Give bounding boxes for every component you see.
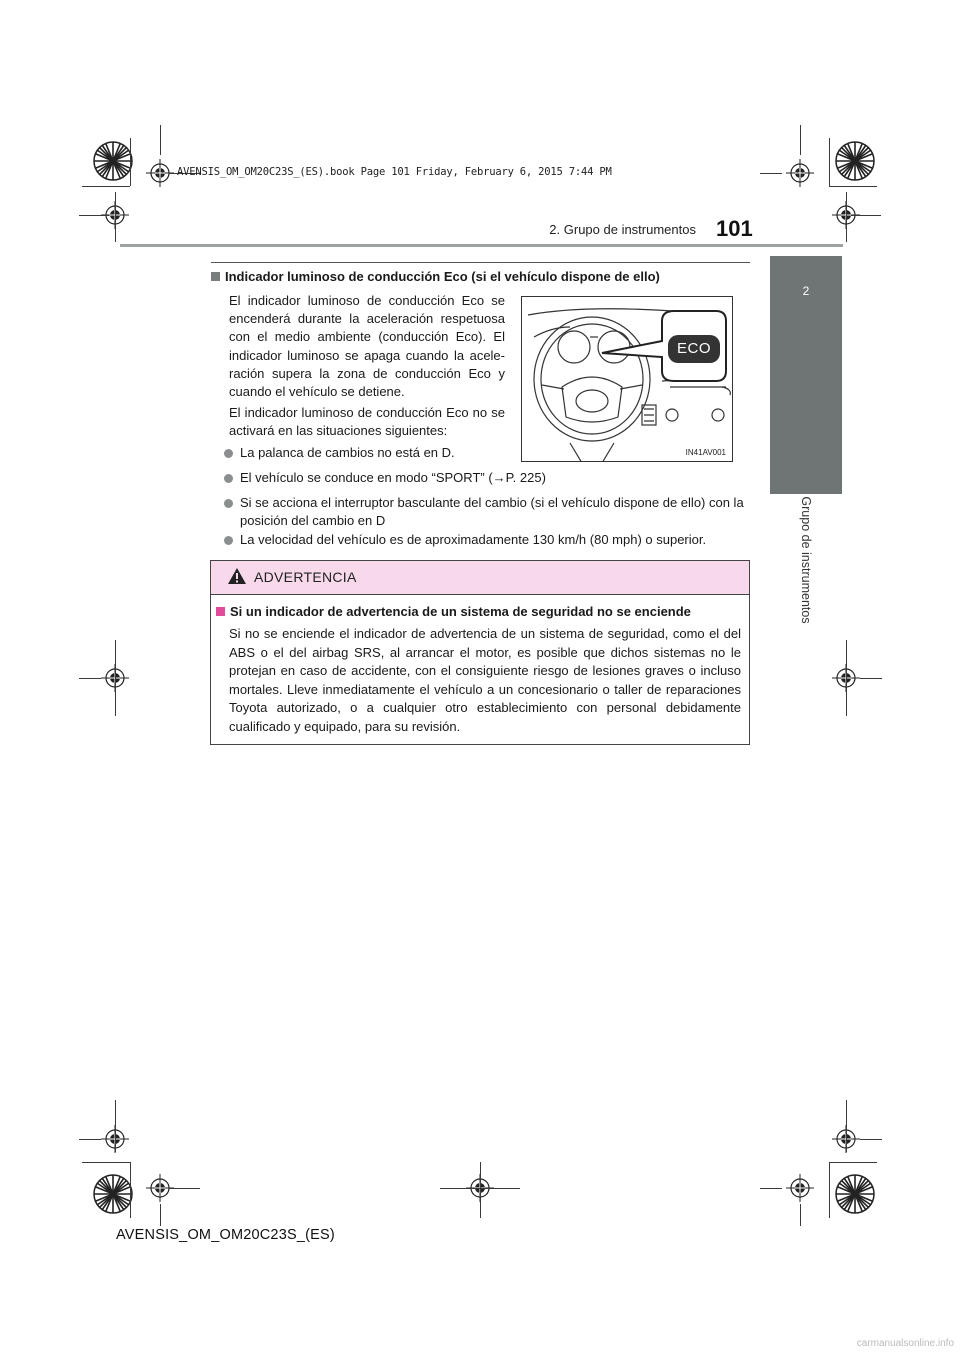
- warning-square-icon: [216, 607, 225, 616]
- starburst-mark-icon: [834, 140, 876, 182]
- starburst-mark-icon: [834, 1173, 876, 1215]
- footer-doc-code: AVENSIS_OM_OM20C23S_(ES): [116, 1227, 335, 1243]
- page-number: 101: [716, 216, 753, 241]
- starburst-mark-icon: [92, 140, 134, 182]
- watermark: carmanualsonline.info: [856, 1338, 954, 1349]
- warning-title: ADVERTENCIA: [254, 569, 357, 585]
- warning-subheading: Si un indicador de advertencia de un sistema de seguridad no se enciende: [216, 604, 691, 619]
- list-item: La palanca de cambios no está en D.: [224, 444, 752, 462]
- warning-body: Si no se enciende el indicador de advertencia de un sistema de seguridad, como el del ABS o el del airbag SRS, al arrancar el motor, es posible que dichos sistemas no le protejan en caso de accidente, con el consiguiente riesgo de lesiones graves o incluso mortales. Lleve inmediatamente el vehículo a un concesionario o taller de reparaciones Toyota autorizado, o a cualquier otro establecimiento con personal debidamente cualificado y equipado, para su revisión.: [229, 626, 741, 734]
- section-rule: [211, 262, 750, 263]
- chapter-tab-number: 2: [802, 284, 810, 298]
- eco-indicator-figure: [521, 296, 733, 462]
- starburst-mark-icon: [92, 1173, 134, 1215]
- heading-square-icon: [211, 272, 220, 281]
- warning-header: [211, 561, 749, 595]
- eco-badge: ECO: [676, 340, 711, 357]
- figure-code: IN41AV001: [685, 448, 726, 457]
- bullet-dot-icon: [224, 499, 233, 508]
- section-paragraph: El indicador luminoso de conducción Eco se encenderá durante la aceleración respetuosa con el medio ambiente (conducción Eco). El indicador luminoso se apaga cuando la acele-ración supera la zona de conducción Eco y cuando el vehículo se detiene.: [229, 293, 505, 400]
- book-info-stamp: AVENSIS_OM_OM20C23S_(ES).book Page 101 Friday, February 6, 2015 7:44 PM: [177, 166, 612, 178]
- registration-mark-icon: [786, 159, 814, 187]
- header-rule: [120, 244, 843, 247]
- list-item: Si se acciona el interruptor basculante del cambio (si el vehículo dispone de ello) con la posición del cambio en D: [224, 494, 752, 530]
- header-section-title: 2. Grupo de instrumentos: [549, 222, 696, 237]
- section-heading: Indicador luminoso de conducción Eco (si el vehículo dispone de ello): [211, 269, 660, 284]
- dashboard-illustration: [522, 297, 733, 462]
- section-paragraph: El indicador luminoso de conducción Eco no se activará en las situaciones siguientes:: [229, 405, 505, 439]
- bullet-dot-icon: [224, 474, 233, 483]
- chapter-tab-label: Grupo de instrumentos: [799, 496, 813, 624]
- warning-box: [210, 560, 750, 745]
- list-item: La velocidad del vehículo es de aproximadamente 130 km/h (80 mph) o superior.: [224, 531, 752, 549]
- registration-mark-icon: [786, 1174, 814, 1202]
- warning-triangle-icon: [227, 567, 247, 585]
- list-item: El vehículo se conduce en modo “SPORT” (→P. 225): [224, 469, 752, 487]
- chapter-tab: [770, 256, 842, 494]
- bullet-dot-icon: [224, 536, 233, 545]
- bullet-dot-icon: [224, 449, 233, 458]
